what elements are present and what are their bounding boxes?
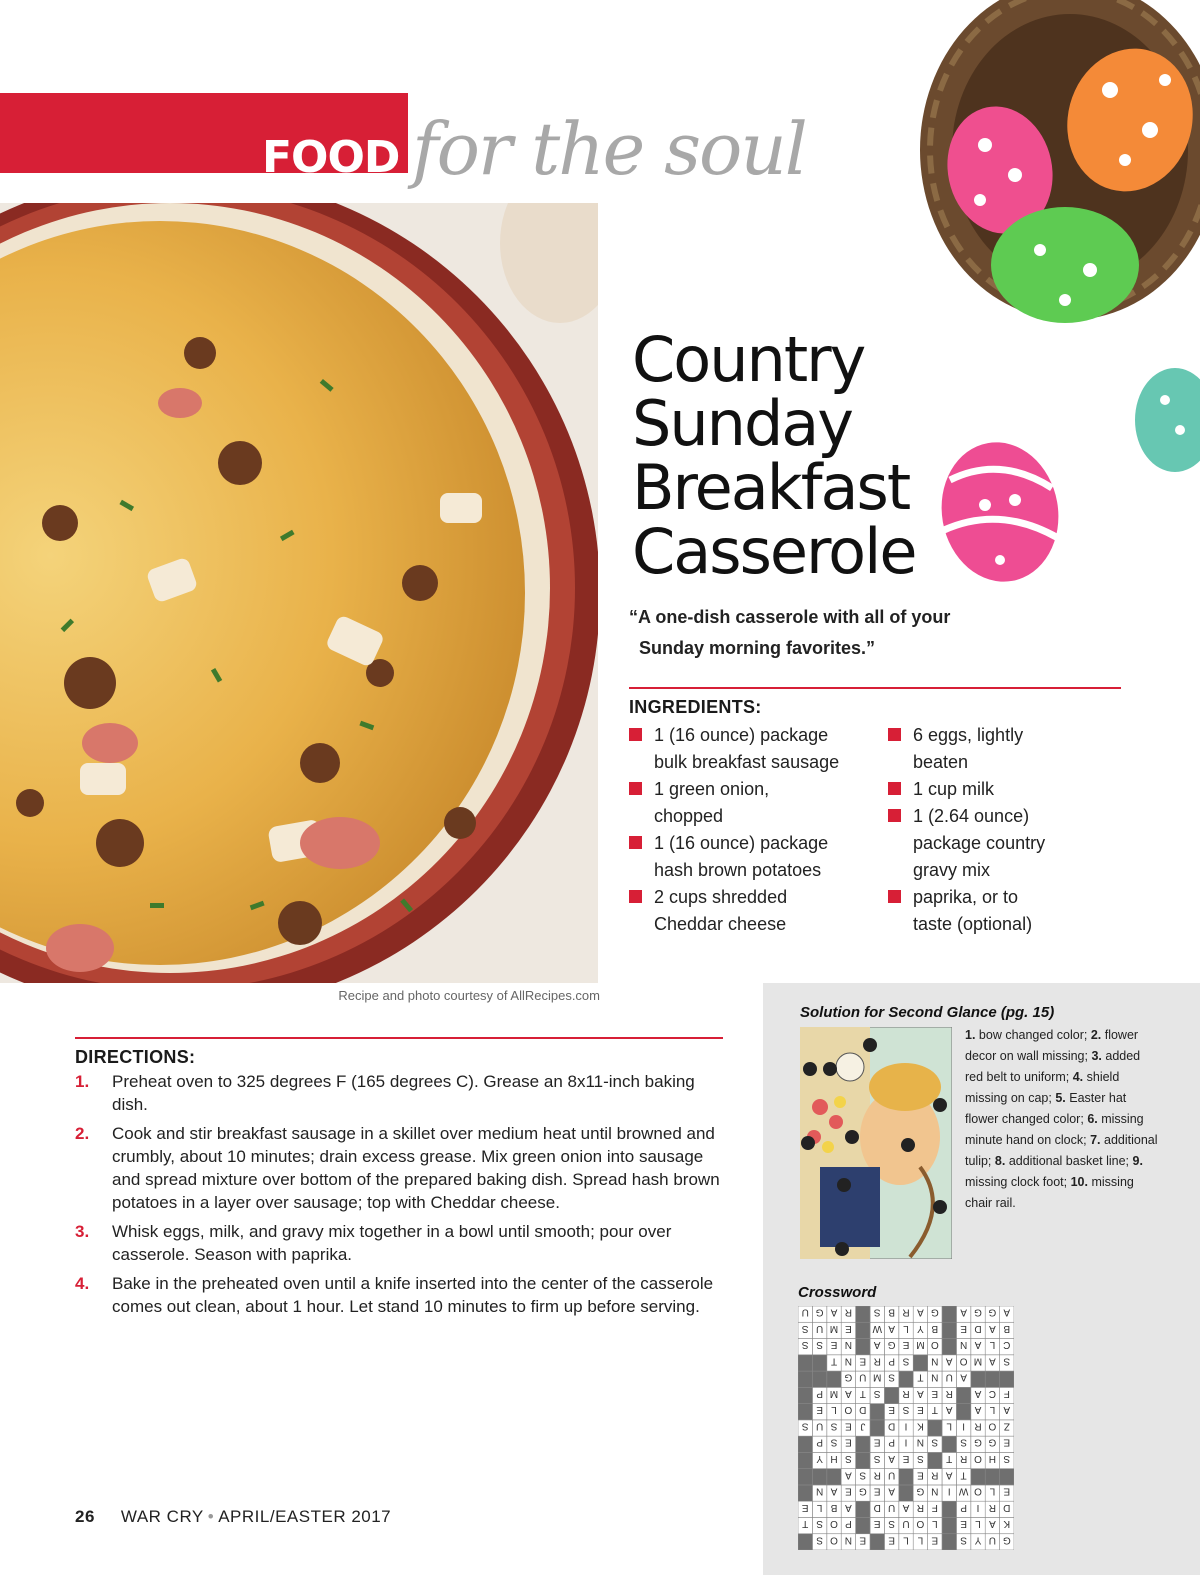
crossword-letter: E [917, 1469, 924, 1481]
ingredient-item: 1 (16 ounce) package bulk breakfast sausage [629, 722, 879, 776]
crossword-letter: A [945, 1355, 953, 1367]
directions-heading: DIRECTIONS: [75, 1047, 196, 1067]
crossword-letter: A [1003, 1306, 1011, 1318]
ingredient-item: 6 eggs, lightly beaten [888, 722, 1118, 776]
crossword-cell [798, 1485, 812, 1501]
crossword-letter: S [816, 1534, 823, 1546]
crossword-cell [798, 1469, 812, 1485]
solution-item: 10. missing chair rail. [965, 1175, 1134, 1210]
crossword-letter: M [873, 1371, 882, 1383]
crossword-cell [798, 1452, 812, 1468]
direction-step [75, 1070, 723, 1116]
crossword-letter: S [960, 1534, 967, 1546]
page-footer [75, 1507, 391, 1527]
crossword-letter: S [801, 1420, 809, 1432]
crossword-letter: G [1002, 1534, 1011, 1546]
crossword-letter: L [917, 1534, 924, 1546]
crossword-letter: S [917, 1452, 924, 1464]
crossword-letter: O [830, 1518, 838, 1530]
crossword-letter: B [888, 1306, 895, 1318]
crossword-letter: O [974, 1452, 982, 1464]
crossword-letter: G [844, 1371, 853, 1383]
crossword-letter: Y [816, 1452, 823, 1464]
crossword-letter: U [815, 1420, 824, 1432]
crossword-letter: G [815, 1306, 824, 1318]
crossword-letter: S [931, 1436, 939, 1448]
crossword-letter: A [989, 1322, 996, 1334]
ingredient-item: 1 green onion, chopped [629, 776, 879, 830]
crossword-letter: R [931, 1469, 939, 1481]
crossword-cell [985, 1371, 999, 1387]
crossword-letter: L [975, 1518, 981, 1530]
solution-item: 5. Easter hat flower changed color; [965, 1091, 1127, 1126]
crossword-letter: P [960, 1501, 967, 1513]
crossword-letter: N [844, 1534, 853, 1546]
crossword-letter: N [916, 1436, 925, 1448]
crossword-cell [884, 1387, 898, 1403]
crossword-cell [899, 1485, 913, 1501]
crossword-letter: F [1003, 1387, 1010, 1399]
crossword-letter: S [830, 1436, 838, 1448]
crossword-letter: A [974, 1404, 982, 1416]
crossword-letter: E [816, 1404, 823, 1416]
crossword-letter: T [917, 1371, 924, 1383]
crossword-letter: S [888, 1371, 895, 1383]
crossword-letter: Y [974, 1534, 982, 1546]
crossword-letter: R [959, 1452, 968, 1464]
crossword-letter: E [845, 1420, 852, 1432]
crossword-letter: A [974, 1339, 982, 1351]
crossword-cell [942, 1517, 956, 1533]
crossword-cell [956, 1404, 970, 1420]
bullet-square-icon [888, 782, 901, 795]
issue-label: APRIL/EASTER 2017 [218, 1507, 392, 1526]
solution-item: 7. additional tulip; [965, 1133, 1158, 1168]
crossword-letter: G [916, 1485, 925, 1497]
ingredients-column-right [888, 722, 1118, 938]
crossword-letter: O [830, 1534, 838, 1546]
crossword-letter: S [830, 1420, 838, 1432]
crossword-letter: T [931, 1404, 938, 1416]
crossword-letter: N [931, 1355, 939, 1367]
crossword-cell [942, 1339, 956, 1355]
solution-item: 6. missing minute hand on clock; [965, 1112, 1144, 1147]
crossword-letter: R [844, 1306, 853, 1318]
crossword-letter: R [974, 1420, 982, 1432]
magazine-name: WAR CRY [120, 1507, 204, 1526]
recipe-quote [629, 602, 1029, 664]
crossword-letter: A [888, 1452, 895, 1464]
crossword-letter: L [989, 1339, 996, 1351]
crossword-letter: A [960, 1306, 967, 1318]
recipe-title-line: Sunday [632, 387, 852, 460]
crossword-letter: L [989, 1485, 996, 1497]
page-number: 26 [75, 1507, 95, 1526]
crossword-letter: F [931, 1501, 938, 1513]
step-text: Whisk eggs, milk, and gravy mix together in a bowl until smooth; pour over casserole. Season with paprika. [112, 1222, 672, 1264]
crossword-letter: D [1003, 1501, 1011, 1513]
crossword-letter: U [945, 1371, 953, 1383]
crossword-letter: M [916, 1339, 925, 1351]
crossword-letter: D [974, 1322, 982, 1334]
crossword-letter: G [887, 1339, 896, 1351]
crossword-cell [942, 1322, 956, 1338]
crossword-letter: G [974, 1306, 982, 1318]
crossword-cell [928, 1452, 942, 1468]
directions-list [75, 1070, 723, 1324]
crossword-letter: T [802, 1518, 809, 1530]
crossword-cell [942, 1436, 956, 1452]
crossword-letter: E [830, 1339, 838, 1351]
crossword-letter: T [859, 1387, 866, 1399]
crossword-letter: M [829, 1387, 839, 1399]
crossword-letter: P [816, 1436, 823, 1448]
step-number: 3. [75, 1222, 90, 1241]
direction-step [75, 1272, 723, 1318]
crossword-letter: L [831, 1404, 837, 1416]
solution-item: 8. additional basket line; [994, 1154, 1130, 1168]
second-glance-solution-text [965, 1025, 1160, 1214]
direction-step [75, 1220, 723, 1266]
bullet-square-icon [888, 728, 901, 741]
crossword-letter: A [873, 1339, 881, 1351]
crossword-letter: K [1003, 1518, 1011, 1530]
crossword-letter: A [989, 1355, 996, 1367]
crossword-letter: E [960, 1518, 967, 1530]
crossword-cell [798, 1355, 812, 1371]
crossword-letter: I [904, 1436, 908, 1448]
crossword-letter: D [859, 1404, 867, 1416]
crossword-letter: U [887, 1501, 896, 1513]
crossword-letter: A [989, 1518, 996, 1530]
crossword-cell [798, 1404, 812, 1420]
crossword-letter: D [873, 1501, 881, 1513]
crossword-letter: L [932, 1518, 938, 1530]
solution-item: 1. bow changed color; [965, 1028, 1088, 1042]
step-number: 2. [75, 1124, 90, 1143]
bullet-square-icon [629, 782, 642, 795]
crossword-letter: E [845, 1485, 852, 1497]
ingredient-item: 1 (16 ounce) package hash brown potatoes [629, 830, 879, 884]
crossword-letter: E [873, 1518, 881, 1530]
crossword-letter: H [830, 1452, 838, 1464]
crossword-letter: N [931, 1485, 939, 1497]
recipe-quote-line: Sunday morning favorites.” [639, 638, 876, 658]
crossword-cell [971, 1371, 985, 1387]
crossword-cell [856, 1339, 870, 1355]
crossword-letter: U [815, 1322, 824, 1334]
crossword-letter: A [830, 1306, 838, 1318]
crossword-cell [798, 1387, 812, 1403]
crossword-letter: S [1003, 1452, 1011, 1464]
ingredients-column-left [629, 722, 879, 938]
solution-item: 9. missing clock foot; [965, 1154, 1143, 1189]
recipe-title [632, 323, 962, 588]
crossword-letter: N [959, 1339, 968, 1351]
crossword-letter: E [931, 1534, 939, 1546]
crossword-letter: S [902, 1355, 910, 1367]
crossword-letter: D [887, 1420, 896, 1432]
section-title-for-the-soul: for the soul [412, 107, 806, 191]
photo-caption: Recipe and photo courtesy of AllRecipes.com [338, 988, 600, 1003]
crossword-letter: P [888, 1355, 895, 1367]
crossword-letter: E [888, 1404, 895, 1416]
crossword-letter: M [829, 1322, 839, 1334]
crossword-letter: P [845, 1518, 852, 1530]
crossword-letter: A [917, 1387, 924, 1399]
step-text: Cook and stir breakfast sausage in a skillet over medium heat until browned and crumbly, about 10 minutes; drain excess grease. Mix green onion into sausage and spread mixture over bottom of the prepared baking dish. Spread hash brown potatoes in a layer over sausage; top with Cheddar cheese. [112, 1124, 720, 1212]
ingredients-heading: INGREDIENTS: [629, 697, 762, 717]
crossword-letter: R [988, 1501, 997, 1513]
crossword-letter: I [962, 1420, 965, 1432]
crossword-letter: O [988, 1420, 997, 1432]
crossword-letter: O [959, 1355, 968, 1367]
ingredient-item: paprika, or to taste (optional) [888, 884, 1118, 938]
crossword-letter: S [873, 1387, 881, 1399]
ingredient-item: 1 (2.64 ounce) package country gravy mix [888, 803, 1118, 884]
crossword-letter: R [873, 1355, 881, 1367]
crossword-letter: O [930, 1339, 939, 1351]
crossword-letter: S [859, 1469, 867, 1481]
crossword-letter: E [845, 1436, 852, 1448]
crossword-letter: I [947, 1485, 951, 1497]
crossword-letter: T [946, 1452, 953, 1464]
crossword-letter: U [988, 1534, 997, 1546]
solution-item: 4. shield missing on cap; [965, 1070, 1120, 1105]
crossword-cell [856, 1501, 870, 1517]
crossword-letter: G [858, 1485, 867, 1497]
second-glance-solution-heading: Solution for Second Glance (pg. 15) [800, 1004, 1055, 1021]
crossword-cell [870, 1404, 884, 1420]
crossword-solution-grid [798, 1306, 1014, 1550]
crossword-cell [1000, 1371, 1014, 1387]
crossword-letter: E [888, 1534, 895, 1546]
crossword-letter: J [860, 1420, 866, 1432]
crossword-letter: W [872, 1322, 882, 1334]
crossword-cell [942, 1501, 956, 1517]
crossword-letter: A [845, 1387, 852, 1399]
crossword-letter: R [945, 1387, 953, 1399]
second-glance-solution-illustration [800, 1027, 952, 1259]
crossword-letter: S [902, 1404, 910, 1416]
crossword-cell [1000, 1469, 1014, 1485]
crossword-letter: I [904, 1420, 908, 1432]
crossword-letter: A [945, 1404, 953, 1416]
crossword-letter: E [845, 1322, 852, 1334]
crossword-letter: E [902, 1339, 910, 1351]
solution-item: 2. flower decor on wall missing; [965, 1028, 1139, 1063]
ingredient-item: 2 cups shredded Cheddar cheese [629, 884, 879, 938]
crossword-letter: S [888, 1518, 895, 1530]
crossword-cell [798, 1534, 812, 1550]
crossword-cell [870, 1534, 884, 1550]
recipe-quote-line: “A one-dish casserole with all of your [629, 607, 951, 627]
crossword-letter: L [903, 1322, 909, 1334]
crossword-letter: E [960, 1322, 967, 1334]
crossword-letter: R [916, 1501, 925, 1513]
bullet-square-icon [629, 890, 642, 903]
crossword-letter: U [902, 1518, 910, 1530]
crossword-letter: N [815, 1485, 824, 1497]
crossword-letter: M [973, 1355, 983, 1367]
crossword-cell [798, 1436, 812, 1452]
crossword-letter: S [873, 1452, 881, 1464]
crossword-letter: E [873, 1485, 881, 1497]
crossword-cell [942, 1306, 956, 1322]
section-title-food: FOOD [262, 132, 400, 183]
crossword-letter: G [988, 1436, 997, 1448]
crossword-letter: P [888, 1436, 895, 1448]
crossword-letter: K [917, 1420, 924, 1432]
crossword-cell [812, 1371, 826, 1387]
crossword-cell [971, 1469, 985, 1485]
crossword-letter: A [845, 1469, 852, 1481]
crossword-cell [812, 1469, 826, 1485]
step-number: 4. [75, 1274, 90, 1293]
crossword-cell [856, 1452, 870, 1468]
casserole-photo [0, 203, 598, 983]
crossword-letter: R [873, 1469, 881, 1481]
bullet-square-icon [629, 836, 642, 849]
crossword-letter: T [830, 1355, 838, 1367]
crossword-letter: W [958, 1485, 969, 1497]
crossword-cell [899, 1371, 913, 1387]
crossword-letter: U [887, 1469, 896, 1481]
crossword-letter: E [859, 1534, 867, 1546]
crossword-letter: A [888, 1322, 895, 1334]
bullet-square-icon [629, 728, 642, 741]
crossword-letter: S [816, 1518, 823, 1530]
crossword-letter: A [830, 1485, 838, 1497]
crossword-letter: S [873, 1306, 881, 1318]
crossword-letter: A [845, 1501, 852, 1513]
recipe-title-line: Country [632, 323, 865, 396]
separator-dot: • [207, 1507, 215, 1526]
crossword-letter: B [931, 1322, 939, 1334]
crossword-letter: S [845, 1452, 852, 1464]
crossword-cell [985, 1469, 999, 1485]
crossword-letter: N [844, 1355, 853, 1367]
crossword-letter: A [1003, 1404, 1011, 1416]
crossword-letter: S [960, 1436, 967, 1448]
crossword-cell [913, 1355, 927, 1371]
crossword-cell [956, 1387, 970, 1403]
crossword-letter: E [1003, 1436, 1011, 1448]
bullet-square-icon [888, 890, 901, 903]
crossword-letter: A [945, 1469, 953, 1481]
crossword-letter: B [1003, 1322, 1011, 1334]
crossword-letter: O [844, 1404, 853, 1416]
crossword-cell [856, 1436, 870, 1452]
crossword-letter: I [976, 1501, 980, 1513]
solution-item: 3. added red belt to uniform; [965, 1049, 1141, 1084]
step-number: 1. [75, 1072, 90, 1091]
crossword-letter: S [801, 1322, 809, 1334]
crossword-letter: A [960, 1371, 967, 1383]
crossword-letter: R [902, 1387, 910, 1399]
crossword-cell [827, 1469, 841, 1485]
crossword-letter: Y [917, 1322, 924, 1334]
crossword-cell [928, 1420, 942, 1436]
crossword-letter: E [931, 1387, 939, 1399]
crossword-letter: E [801, 1501, 809, 1513]
recipe-title-line: Casserole [632, 515, 916, 588]
crossword-letter: N [931, 1371, 939, 1383]
ingredient-item: 1 cup milk [888, 776, 1118, 803]
crossword-letter: H [988, 1452, 997, 1464]
crossword-letter: C [1003, 1339, 1011, 1351]
crossword-letter: N [844, 1339, 853, 1351]
bullet-square-icon [888, 809, 901, 822]
crossword-letter: L [816, 1501, 823, 1513]
crossword-letter: G [974, 1436, 982, 1448]
crossword-solution-heading: Crossword [798, 1284, 877, 1301]
crossword-letter: O [974, 1485, 982, 1497]
crossword-letter: E [902, 1452, 910, 1464]
ingredients-divider [629, 687, 1121, 689]
crossword-letter: A [888, 1485, 895, 1497]
crossword-letter: A [974, 1387, 982, 1399]
crossword-letter: L [946, 1420, 952, 1432]
crossword-letter: S [816, 1339, 823, 1351]
crossword-cell [827, 1371, 841, 1387]
crossword-letter: Z [1003, 1420, 1010, 1432]
crossword-letter: U [801, 1306, 809, 1318]
crossword-letter: E [859, 1355, 867, 1367]
crossword-letter: S [1003, 1355, 1011, 1367]
crossword-letter: A [902, 1501, 910, 1513]
crossword-letter: O [916, 1518, 925, 1530]
crossword-letter: P [816, 1387, 823, 1399]
crossword-letter: G [988, 1306, 997, 1318]
crossword-cell [856, 1322, 870, 1338]
crossword-cell [899, 1469, 913, 1485]
crossword-letter: T [960, 1469, 967, 1481]
crossword-cell [870, 1420, 884, 1436]
crossword-letter: B [830, 1501, 838, 1513]
crossword-cell [798, 1371, 812, 1387]
crossword-cell [812, 1355, 826, 1371]
crossword-cell [856, 1517, 870, 1533]
crossword-cell [942, 1534, 956, 1550]
crossword-letter: E [1003, 1485, 1011, 1497]
recipe-title-line: Breakfast [632, 451, 910, 524]
crossword-letter: L [903, 1534, 909, 1546]
crossword-letter: C [988, 1387, 997, 1399]
crossword-letter: U [859, 1371, 867, 1383]
crossword-letter: E [873, 1436, 881, 1448]
crossword-letter: L [989, 1404, 996, 1416]
crossword-letter: R [902, 1306, 910, 1318]
crossword-letter: S [801, 1339, 809, 1351]
crossword-letter: G [930, 1306, 939, 1318]
step-text: Preheat oven to 325 degrees F (165 degrees C). Grease an 8x11-inch baking dish. [112, 1072, 695, 1114]
step-text: Bake in the preheated oven until a knife inserted into the center of the casserole comes out clean, about 1 hour. Let stand 10 minutes to firm up before serving. [112, 1274, 714, 1316]
crossword-cell [856, 1306, 870, 1322]
direction-step [75, 1122, 723, 1214]
directions-divider [75, 1037, 723, 1039]
crossword-letter: A [917, 1306, 924, 1318]
crossword-letter: E [917, 1404, 924, 1416]
